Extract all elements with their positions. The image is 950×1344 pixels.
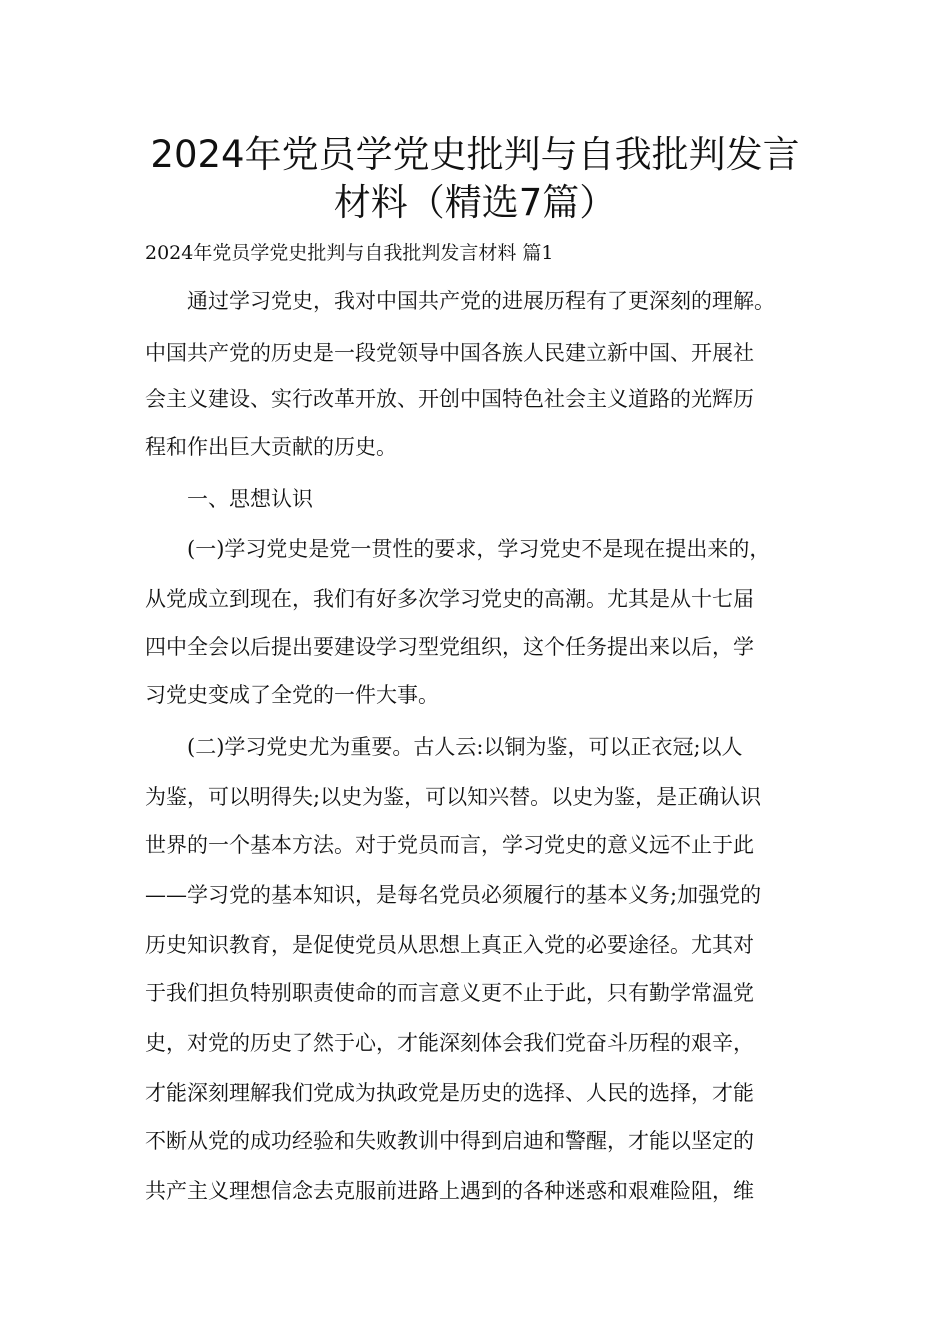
- section-heading: 2024年党员学党史批判与自我批判发言材料 篇1: [145, 242, 554, 264]
- paragraph-line: ——学习党的基本知识，是每名党员必须履行的基本义务;加强党的: [145, 883, 762, 907]
- document-title-line-2: 材料（精选7篇）: [333, 181, 617, 224]
- paragraph-line: 不断从党的成功经验和失败教训中得到启迪和警醒，才能以坚定的: [145, 1129, 754, 1153]
- outline-heading: 一、思想认识: [187, 487, 313, 511]
- paragraph-line: 史，对党的历史了然于心，才能深刻体会我们党奋斗历程的艰辛，: [145, 1031, 754, 1055]
- paragraph-line: (一)学习党史是党一贯性的要求，学习党史不是现在提出来的，: [187, 537, 771, 561]
- paragraph-line: 通过学习党史，我对中国共产党的进展历程有了更深刻的理解。: [187, 289, 775, 313]
- paragraph-line: 会主义建设、实行改革开放、开创中国特色社会主义道路的光辉历: [145, 387, 754, 411]
- paragraph-line: 世界的一个基本方法。对于党员而言，学习党史的意义远不止于此: [145, 833, 754, 857]
- paragraph-line: 四中全会以后提出要建设学习型党组织，这个任务提出来以后，学: [145, 635, 754, 659]
- paragraph-line: 为鉴，可以明得失;以史为鉴，可以知兴替。以史为鉴，是正确认识: [145, 785, 762, 809]
- paragraph-line: (二)学习党史尤为重要。古人云:以铜为鉴，可以正衣冠;以人: [187, 735, 743, 759]
- paragraph-line: 从党成立到现在，我们有好多次学习党史的高潮。尤其是从十七届: [145, 587, 754, 611]
- paragraph-line: 历史知识教育，是促使党员从思想上真正入党的必要途径。尤其对: [145, 933, 754, 957]
- paragraph-line: 程和作出巨大贡献的历史。: [145, 435, 397, 459]
- paragraph-line: 共产主义理想信念去克服前进路上遇到的各种迷惑和艰难险阻，维: [145, 1179, 754, 1203]
- document-title-line-1: 2024年党员学党史批判与自我批判发言: [150, 133, 800, 176]
- paragraph-line: 才能深刻理解我们党成为执政党是历史的选择、人民的选择，才能: [145, 1081, 754, 1105]
- paragraph-line: 中国共产党的历史是一段党领导中国各族人民建立新中国、开展社: [145, 341, 754, 365]
- paragraph-line: 习党史变成了全党的一件大事。: [145, 683, 439, 707]
- paragraph-line: 于我们担负特别职责使命的而言意义更不止于此，只有勤学常温党: [145, 981, 754, 1005]
